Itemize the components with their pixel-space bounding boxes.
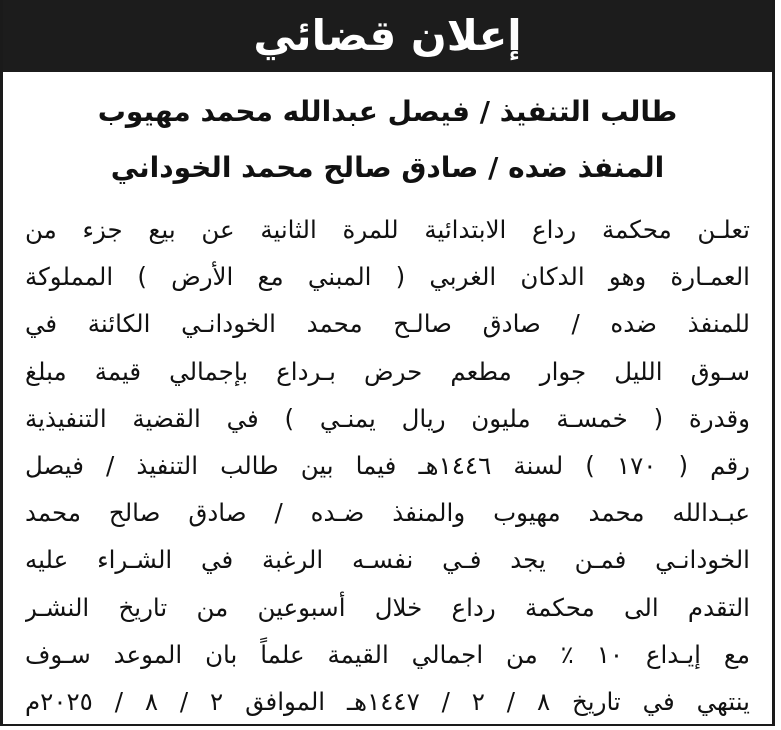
- announcement-header: [3, 0, 772, 72]
- body-line: الخودانـي فمـن يجد فـي نفسـه الرغبة في الشـراء عليه: [25, 545, 750, 575]
- announcement-body: [25, 206, 750, 725]
- parties-block: [23, 84, 752, 196]
- body-line: العمـارة وهو الدكان الغربي ( المبني مع الأرض ) المملوكة: [25, 262, 750, 292]
- body-line: عبـدالله محمد مهيوب والمنفذ ضـده / صادق صالح محمد: [25, 498, 750, 528]
- body-line: وقدرة ( خمسـة مليون ريال يمنـي ) في القضية التنفيذية: [25, 403, 750, 433]
- body-line: تعلـن محكمة رداع الابتدائية للمرة الثانية عن بيع جزء من: [25, 215, 750, 244]
- body-line: مع إيـداع ١٠ ٪ من اجمالي القيمة علماً بان الموعد سـوف: [25, 639, 750, 669]
- applicant-line: طالب التنفيذ / فيصل عبدالله محمد مهيوب: [97, 95, 678, 128]
- respondent-line: المنفذ ضده / صادق صالح محمد الخوداني: [110, 151, 665, 184]
- body-line: للمنفذ ضده / صادق صالـح محمد الخودانـي الكائنة في: [25, 309, 750, 339]
- body-line: التقدم الى محكمة رداع خلال أسبوعين من تاريخ النشـر: [25, 592, 750, 622]
- body-line: سـوق الليل جوار مطعم حرض بـرداع بإجمالي قيمة مبلغ: [25, 356, 750, 386]
- announcement-title: إعلان قضائي: [253, 11, 522, 60]
- body-line: ينتهي في تاريخ ٨ / ٢ / ١٤٤٧هـ الموافق ٢ / ٨ / ٢٠٢٥م: [25, 687, 750, 717]
- body-line: رقم ( ١٧٠ ) لسنة ١٤٤٦هـ فيما بين طالب التنفيذ / فيصل: [25, 451, 750, 481]
